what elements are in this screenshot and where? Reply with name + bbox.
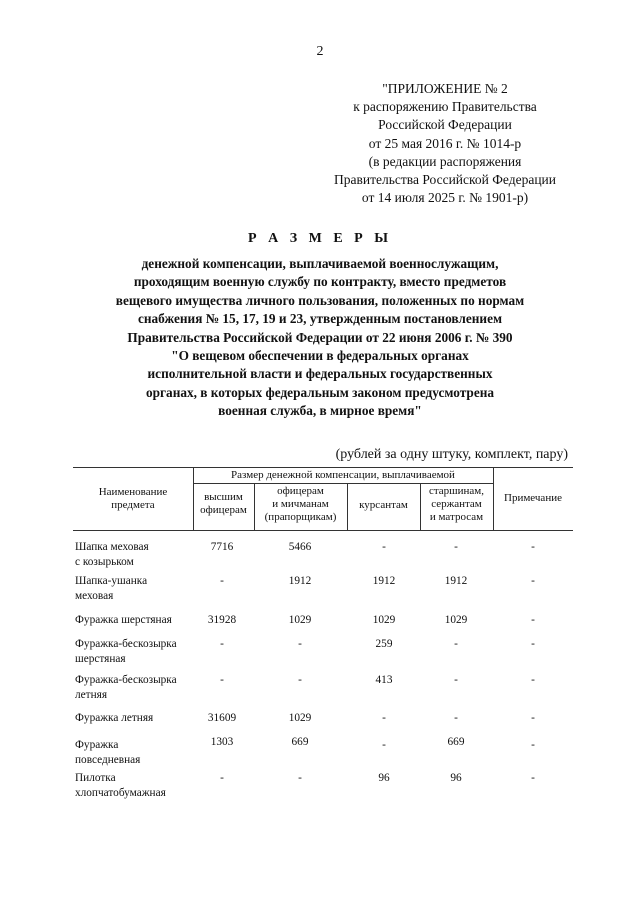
value-officers: -	[298, 674, 302, 686]
value-senior-officers: -	[220, 575, 224, 587]
value-officers: -	[298, 638, 302, 650]
table-row	[73, 735, 573, 767]
annex-line: к распоряжению Правительства	[353, 99, 537, 115]
subtitle-line: военная служба, в мирное время"	[218, 403, 422, 419]
value-sergeants: -	[454, 674, 458, 686]
value-senior-officers: -	[220, 638, 224, 650]
value-cadets: -	[382, 712, 386, 724]
annex-line: (в редакции распоряжения	[368, 153, 522, 169]
header-text: и мичманам	[272, 498, 329, 510]
document-title: Р А З М Е Р Ы	[248, 231, 392, 246]
header-group: Размер денежной компенсации, выплачиваемой	[231, 469, 455, 481]
subtitle-line: органах, в которых федеральным законом предусмотрена	[145, 384, 495, 400]
header-text: офицерам	[277, 485, 324, 497]
header-item-name	[73, 486, 193, 512]
subtitle-line: вещевого имущества личного пользования, положенных по нормам	[115, 292, 525, 308]
header-text: (прапорщикам)	[264, 511, 337, 523]
header-text: предмета	[111, 499, 155, 511]
value-officers: -	[298, 772, 302, 784]
table-row	[73, 637, 573, 669]
subtitle-line: исполнительной власти и федеральных государственных	[147, 366, 493, 382]
value-cadets: 259	[375, 638, 393, 650]
value-note: -	[531, 674, 535, 686]
value-note: -	[531, 772, 535, 784]
value-cadets: -	[382, 739, 386, 751]
subtitle-line: денежной компенсации, выплачиваемой военнослужащим,	[141, 256, 499, 271]
header-text: сержантам	[431, 498, 482, 510]
value-note: -	[531, 575, 535, 587]
value-sergeants: -	[454, 638, 458, 650]
item-name-line: повседневная	[75, 753, 141, 766]
item-name-line: хлопчатобумажная	[75, 786, 166, 799]
item-name-line: Фуражка-бескозырка	[75, 638, 177, 650]
value-sergeants: 1029	[444, 614, 468, 626]
value-officers: 669	[291, 736, 309, 748]
value-senior-officers: 7716	[210, 541, 234, 553]
item-name	[75, 613, 195, 628]
header-text: высшим	[204, 491, 243, 503]
annex-line: "ПРИЛОЖЕНИЕ № 2	[382, 81, 508, 96]
table-row	[73, 540, 573, 572]
item-name-line: Шапка меховая	[75, 541, 149, 553]
table-row	[73, 673, 573, 705]
item-name	[75, 637, 195, 666]
subtitle-line: проходящим военную службу по контракту, вместо предметов	[133, 274, 507, 290]
item-name-line: Фуражка шерстяная	[75, 614, 172, 626]
value-sergeants: 1912	[444, 575, 468, 587]
item-name	[75, 711, 195, 726]
value-officers: 5466	[288, 541, 312, 553]
value-sergeants: 96	[450, 772, 462, 784]
item-name	[75, 673, 195, 702]
item-name-line: шерстяная	[75, 652, 126, 665]
value-cadets: -	[382, 541, 386, 553]
header-divider	[193, 483, 493, 484]
value-sergeants: 669	[447, 736, 465, 748]
item-name-line: летняя	[75, 688, 108, 701]
value-cadets: 1912	[372, 575, 396, 587]
header-text: офицерам	[200, 504, 247, 516]
units-note: (рублей за одну штуку, комплект, пару)	[335, 447, 568, 462]
annex-line: от 25 мая 2016 г. № 1014-р	[368, 135, 522, 151]
value-note: -	[531, 739, 535, 751]
item-name-line: Пилотка	[75, 772, 116, 784]
annex-line: Правительства Российской Федерации	[334, 172, 556, 188]
value-senior-officers: -	[220, 674, 224, 686]
item-name-line: с козырьком	[75, 555, 134, 568]
subtitle-line: "О вещевом обеспечении в федеральных органах	[171, 348, 469, 364]
table-row	[73, 771, 573, 803]
value-note: -	[531, 614, 535, 626]
value-sergeants: -	[454, 541, 458, 553]
item-name	[75, 540, 195, 569]
value-note: -	[531, 638, 535, 650]
item-name	[75, 574, 195, 603]
header-note: Примечание	[504, 492, 562, 504]
value-note: -	[531, 541, 535, 553]
value-senior-officers: 1303	[210, 736, 234, 748]
value-cadets: 96	[378, 772, 390, 784]
subtitle-line: снабжения № 15, 17, 19 и 23, утвержденным постановлением	[137, 311, 503, 327]
page-number: 2	[316, 44, 324, 59]
table-row	[73, 574, 573, 606]
value-senior-officers: 31609	[207, 712, 237, 724]
value-officers: 1029	[288, 712, 312, 724]
header-sergeants	[420, 485, 493, 524]
value-note: -	[531, 712, 535, 724]
header-text: курсантам	[359, 499, 408, 511]
header-text: и матросам	[429, 511, 484, 523]
document-subtitle	[70, 255, 570, 421]
subtitle-line: Правительства Российской Федерации от 22 июня 2006 г. № 390	[127, 329, 513, 345]
table-header	[73, 467, 573, 531]
annex-line: Российской Федерации	[378, 117, 512, 133]
header-text: Наименование	[98, 486, 168, 498]
item-name-line: Фуражка летняя	[75, 712, 154, 724]
value-officers: 1912	[288, 575, 312, 587]
annex-line: от 14 июля 2025 г. № 1901-р)	[361, 190, 529, 206]
value-cadets: 413	[375, 674, 393, 686]
item-name	[75, 738, 195, 767]
value-senior-officers: 31928	[207, 614, 237, 626]
header-text: старшинам,	[428, 485, 485, 497]
value-officers: 1029	[288, 614, 312, 626]
item-name-line: Фуражка	[75, 739, 119, 751]
annex-block	[300, 80, 590, 207]
item-name-line: Фуражка-бескозырка	[75, 674, 177, 686]
header-senior-officers	[193, 491, 254, 517]
item-name	[75, 771, 195, 800]
value-senior-officers: -	[220, 772, 224, 784]
header-cadets	[347, 499, 420, 512]
header-officers	[254, 485, 347, 524]
item-name-line: Шапка-ушанка	[75, 575, 148, 587]
item-name-line: меховая	[75, 589, 114, 602]
value-sergeants: -	[454, 712, 458, 724]
value-cadets: 1029	[372, 614, 396, 626]
